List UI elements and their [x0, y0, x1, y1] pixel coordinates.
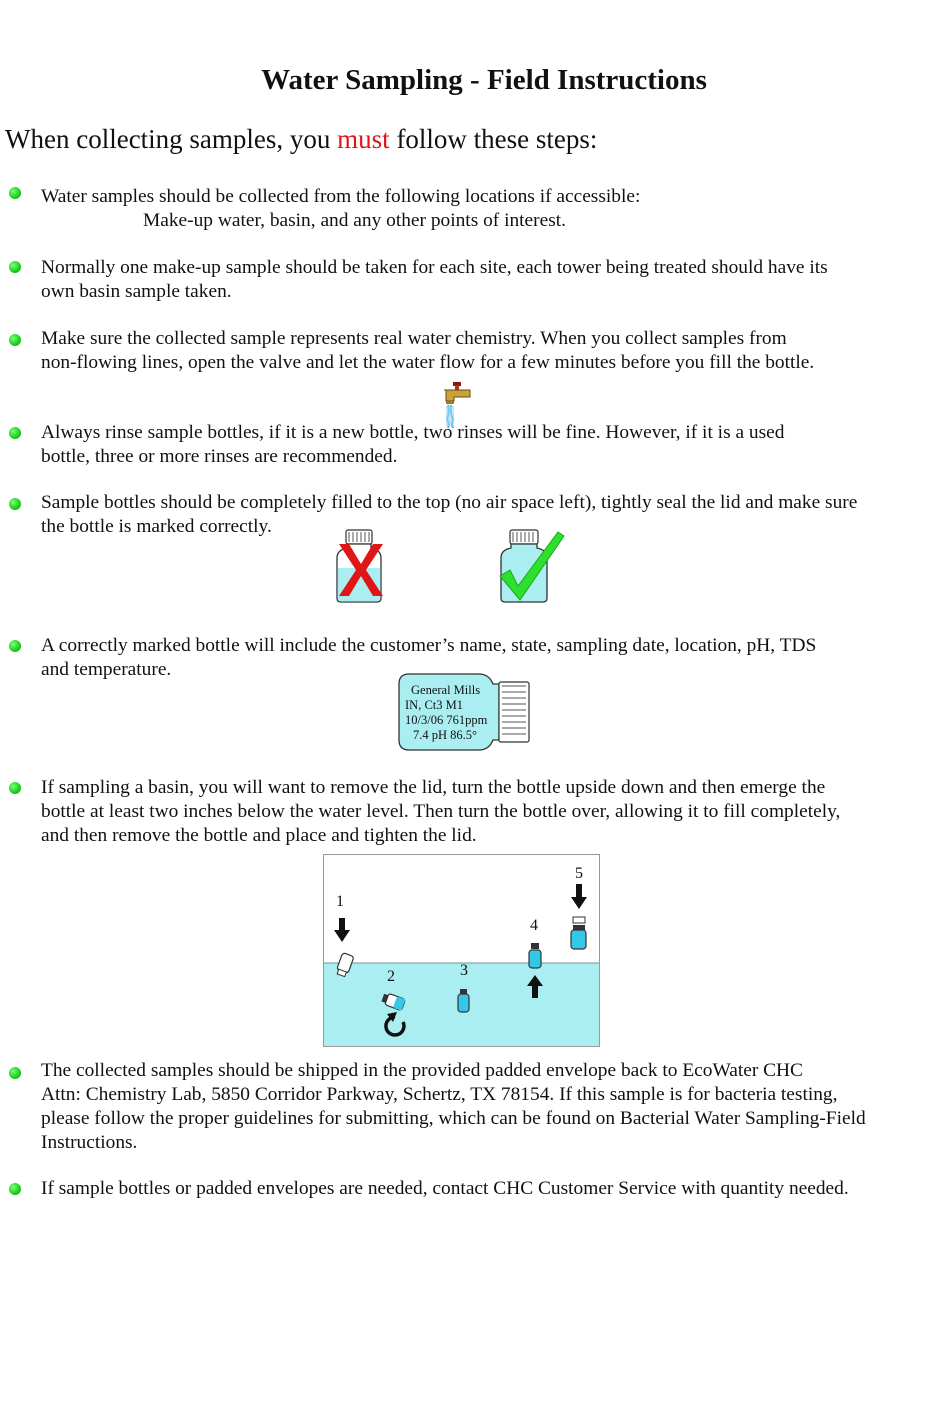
- step-4: [41, 421, 784, 469]
- step-3-line-1: Make sure the collected sample represents real water chemistry. When you collect samples from: [41, 328, 787, 349]
- basin-step-4: 4: [530, 917, 538, 934]
- step-2-line-2: own basin sample taken.: [41, 281, 232, 302]
- basin-step-5: 5: [575, 865, 583, 882]
- bullet-icon: [9, 187, 21, 199]
- intro-after: follow these steps:: [389, 124, 598, 154]
- step-6-line-1: A correctly marked bottle will include the customer’s name, state, sampling date, location, pH, TDS: [41, 635, 817, 656]
- x-mark-icon: [335, 542, 387, 598]
- step-3: [41, 327, 814, 375]
- step-1-line-2: Make-up water, basin, and any other points of interest.: [143, 210, 567, 231]
- intro-text: [5, 124, 597, 155]
- step-8-line-4: Instructions.: [41, 1132, 138, 1153]
- basin-step-2: 2: [387, 968, 395, 985]
- step-8-line-1: The collected samples should be shipped in the provided padded envelope back to EcoWater CHC: [41, 1060, 803, 1081]
- step-8-line-2: Attn: Chemistry Lab, 5850 Corridor Parkway, Schertz, TX 78154. If this sample is for bacteria testing,: [41, 1084, 838, 1105]
- step-5: [41, 491, 857, 539]
- step-6-line-2: and temperature.: [41, 659, 172, 680]
- bottle-label-line-1: General Mills: [411, 683, 481, 697]
- step-7: [41, 776, 840, 848]
- step-4-line-1: Always rinse sample bottles, if it is a new bottle, two rinses will be fine. However, if it is a used: [41, 422, 785, 443]
- bottle-label-line-2: IN, Ct3 M1: [405, 698, 463, 712]
- bullet-icon: [9, 640, 21, 652]
- step-2-line-1: Normally one make-up sample should be taken for each site, each tower being treated should have its: [41, 257, 828, 278]
- intro-emphasis: must: [337, 124, 390, 154]
- bullet-icon: [9, 261, 21, 273]
- bullet-icon: [9, 1183, 21, 1195]
- step-2: [41, 256, 828, 304]
- bullet-icon: [9, 427, 21, 439]
- step-4-line-2: bottle, three or more rinses are recommended.: [41, 446, 398, 467]
- page-title: Water Sampling - Field Instructions: [261, 64, 707, 96]
- bullet-icon: [9, 498, 21, 510]
- step-5-line-1: Sample bottles should be completely filled to the top (no air space left), tightly seal the lid and make sure: [41, 492, 858, 513]
- step-9: [41, 1177, 849, 1201]
- step-7-line-2: bottle at least two inches below the water level. Then turn the bottle over, allowing it to fill completely,: [41, 801, 841, 822]
- bullet-icon: [9, 782, 21, 794]
- basin-sampling-diagram: [323, 854, 601, 1048]
- basin-step-3: 3: [460, 962, 468, 979]
- step-1: [41, 185, 640, 233]
- step-5-line-2: the bottle is marked correctly.: [41, 516, 272, 537]
- bottle-label-line-3: 10/3/06 761ppm: [405, 713, 488, 727]
- step-7-line-1: If sampling a basin, you will want to remove the lid, turn the bottle upside down and then emerge the: [41, 777, 826, 798]
- step-8: [41, 1059, 866, 1155]
- step-3-line-2: non-flowing lines, open the valve and let the water flow for a few minutes before you fill the bottle.: [41, 352, 815, 373]
- step-8-line-3: please follow the proper guidelines for submitting, which can be found on Bacterial Water Sampling-Field: [41, 1108, 866, 1129]
- step-1-line-1: Water samples should be collected from the following locations if accessible:: [41, 186, 641, 207]
- bottle-label-line-4: 7.4 pH 86.5°: [413, 728, 478, 742]
- bullet-icon: [9, 334, 21, 346]
- bullet-icon: [9, 1067, 21, 1079]
- intro-before: When collecting samples, you: [5, 124, 338, 154]
- step-7-line-3: and then remove the bottle and place and tighten the lid.: [41, 825, 477, 846]
- step-9-line-1: If sample bottles or padded envelopes are needed, contact CHC Customer Service with quantity needed.: [41, 1178, 849, 1199]
- checkmark-icon: [496, 528, 566, 602]
- basin-step-1: 1: [336, 893, 344, 910]
